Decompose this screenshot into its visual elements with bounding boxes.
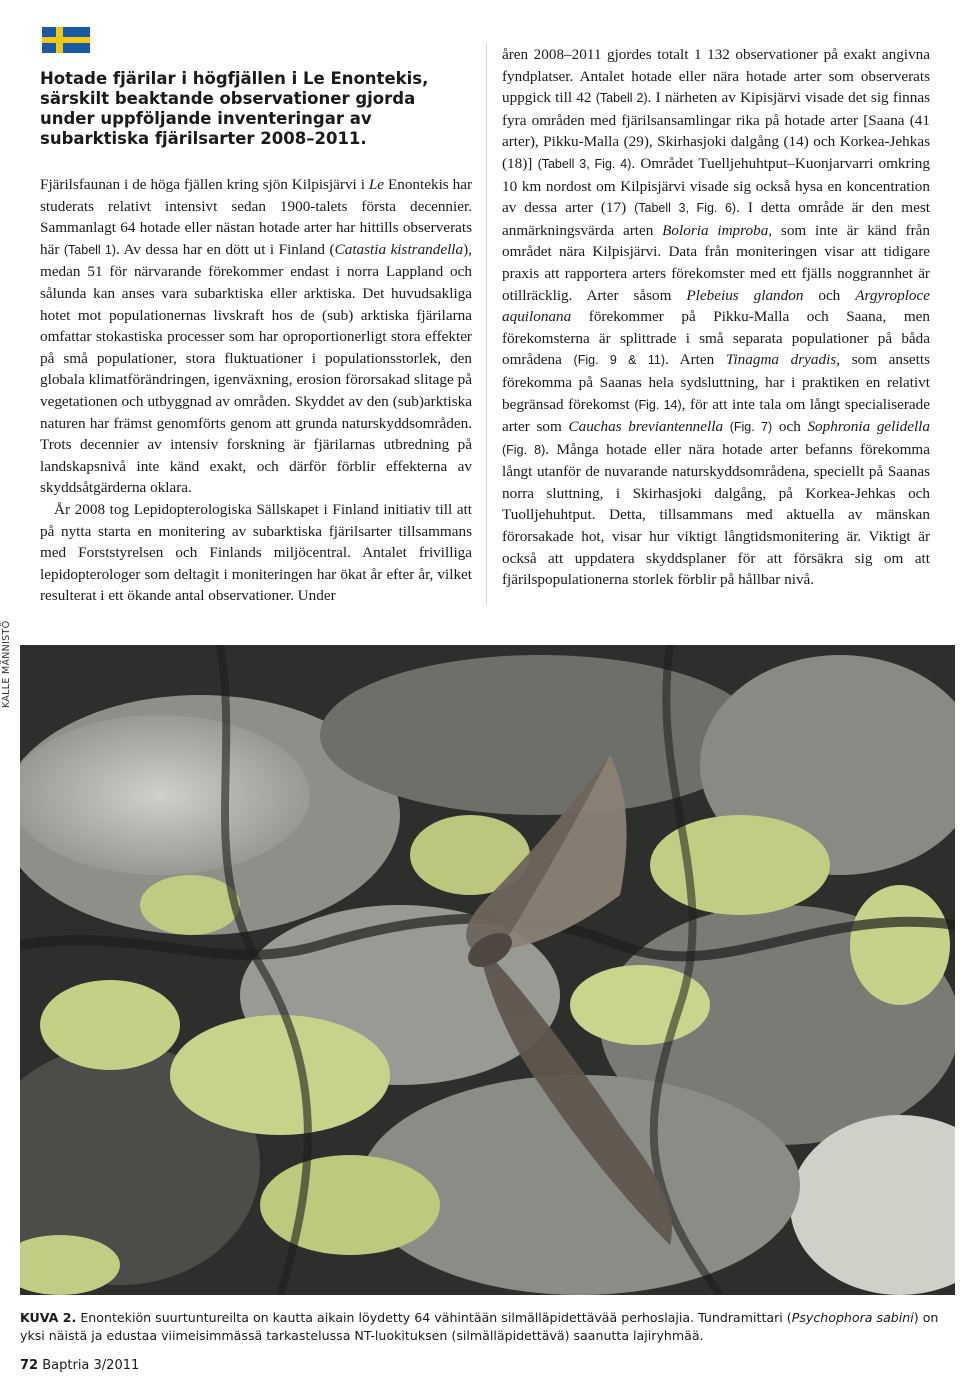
article-headline: Hotade fjärilar i högfjällen i Le Enontekis, särskilt beaktande observationer gjorda under uppföljande inventeringar av subarktiska fjärilsarter 2008–2011. [40,69,429,148]
caption-label: KUVA 2. [20,1310,77,1325]
journal-name: Baptria 3/2011 [42,1358,140,1373]
page-number: 72 [20,1358,39,1373]
right-column [502,44,930,591]
left-paragraph-2: År 2008 tog Lepidopterologiska Sällskapet i Finland initiativ till att på nytta starta en monitering av subarktiska fjärilsarter tillsammans med Forststyrelsen och Finlands miljöcentral. Antalet frivilliga lepidopterologer som deltagit i moniteringen har ökat år efter år, vilket resulterat i ett ökande antal observationer. Under [40,500,472,605]
photo-credit: KALLE MÄNNISTÖ [1,620,12,708]
moth-on-lichen-photo [20,645,955,1295]
column-divider [486,44,487,604]
page-footer [20,1358,139,1373]
caption-species: Psychophora sabini [791,1310,914,1325]
photo-illustration [20,645,955,1295]
swedish-flag-icon [42,27,90,53]
table-reference: (Tabell 1) [63,242,116,257]
photo-caption: KUVA 2. Enontekiön suurtuntureilta on kautta aikain löydetty 64 vähintään silmälläpidettävää perhoslajia. Tundramittari (Psychophora sabini) on yksi näistä ja edustaa viimeisimmässä tarkastelussa NT-luokituksen (silmälläpidettävä) saanutta lajiryhmää. [20,1310,939,1343]
left-column [40,174,472,607]
species-name: Boloria improba [662,221,769,239]
left-paragraph-1: Fjärilsfaunan i de höga fjällen kring sjön Kilpisjärvi i Le Enontekis har studerats relativt intensivt sedan 1900-talets första decennier. Sammanlagt 64 hotade eller nästan hotade arter har hittills observerats här (Tabell 1). Av dessa har en dött ut i Finland (Catastia kistrandella), medan 51 för närvarande förekommer endast i norra Lappland och sålunda kan anses vara subarktiska eller arktiska. Det huvudsakliga hotet mot populationernas livskraft hos de (sub) arktiska fjärilarna omfattar stokastiska processer som har oproportionerligt stora effekter på små populationer, stora fluktuationer i populationsstorlek, den globala klimatförändringen, igenväxning, erosion förorsakad slitage på vegetationen och utbyggnad av områden. Skyddet av den (sub)arktiska naturen har främst genomförts genom att grunda naturskyddsområden. Trots decennier av intensiv forskning är fjärilarnas utbredning på landskapsnivå inte känd exakt, och därför förblir effekterna av skyddsåtgärderna oklara. [40,176,473,497]
species-name: Catastia kistrandella [334,240,464,258]
right-paragraph: åren 2008–2011 gjordes totalt 1 132 observationer på exakt angivna fyndplatser. Antalet hotade eller nära hotade arter som observerats uppgick till 42 (Tabell 2). I närheten av Kipisjärvi visade det sig finnas fyra områden med fjärilsansamlingar rika på hotade arter [Saana (41 arter), Pikku-Malla (29), Skirhasjoki dalgång (14) och Korkea-Jehkas (18)] (Tabell 3, Fig. 4). Området Tuelljehuhtput–Kuonjarvarri omkring 10 km nordost om Kilpisjärvi visade sig också hysa en koncentration av dessa arter (17) (Tabell 3, Fig. 6). I detta område är den mest anmärkningsvärda arten Boloria improba, som inte är känd från området nära Kilpisjärvi. Data från moniteringen visar att tidigare praxis att rapportera arters förekomster med ett fjälls noggrannhet är otillräcklig. Arter såsom Plebeius glandon och Argyroploce aquilonana förekommer på Pikku-Malla och Saana, men förekomsterna är splittrade i små separata populationer på båda områdena (Fig. 9 & 11). Arten Tinagma dryadis, som ansetts förekomma på Saanas hela sydsluttning, har i praktiken en relativt begränsad förekomst (Fig. 14), för att inte tala om långt specialiserade arter som Cauchas breviantennella (Fig. 7) och Sophronia gelidella (Fig. 8). Många hotade eller nära hotade arter befanns förekomma långt utanför de nuvarande naturskyddsområdena, speciellt på Saanas norra sluttning, i Skirhasjoki dalgång, på Korkea-Jehkas och Tuolljehuhtput. Detta, tillsammans med aktuella av mänskan förorsakade hot, visar hur viktigt långtidsmonitering är. Viktigt är också att uppdatera skyddsplaner för att försäkra sig om att fjärilspopulationerna storlek förblir på hållbar nivå. [502,46,931,589]
